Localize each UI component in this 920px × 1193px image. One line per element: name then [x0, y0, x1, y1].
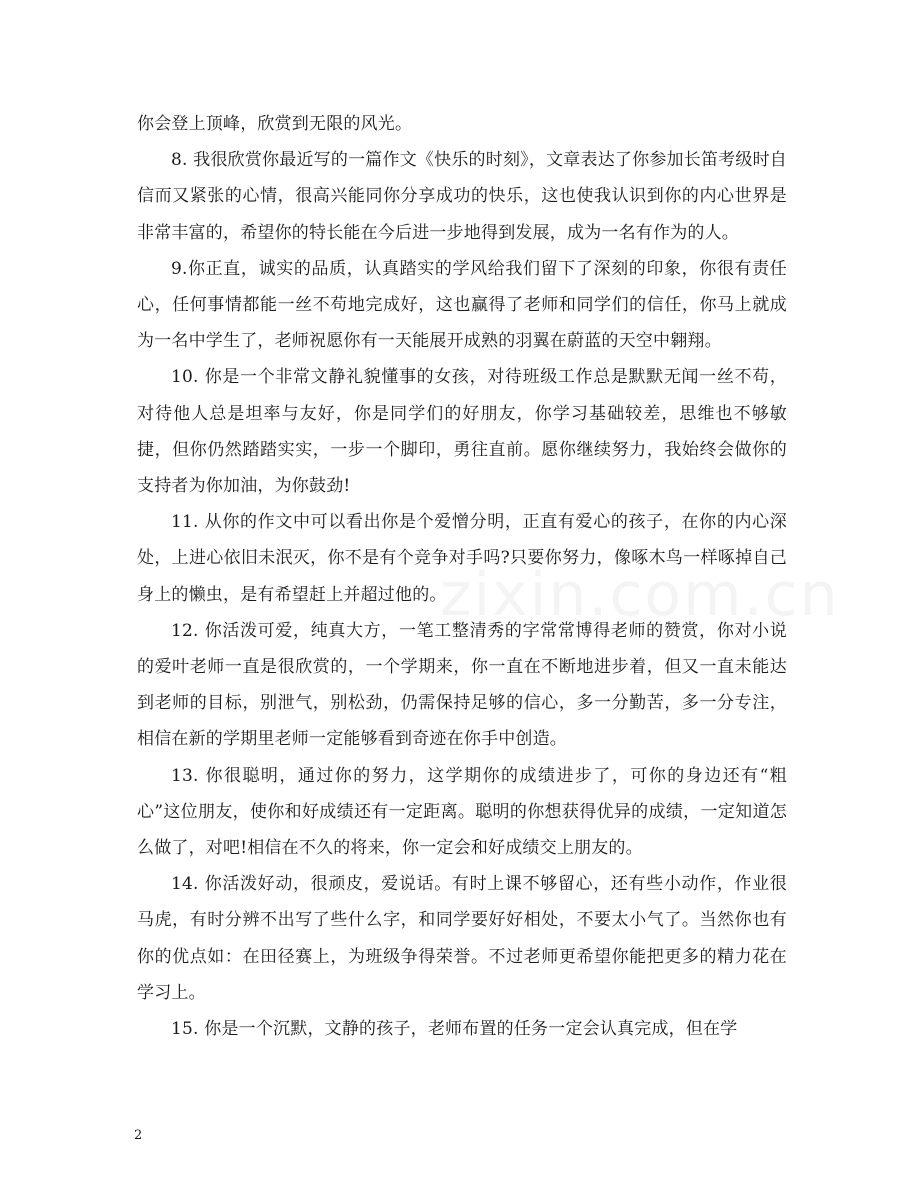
paragraph-item-8: 8. 我很欣赏你最近写的一篇作文《快乐的时刻》，文章表达了你参加长笛考级时自信而又紧张的心情，很高兴能同你分享成功的快乐，这也使我认识到你的内心世界是非常丰富的，希望你的特长能在今后进一步地得到发展，成为一名有作为的人。 — [137, 150, 787, 243]
paragraph-item-11: 11. 从你的作文中可以看出你是个爱憎分明，正直有爱心的孩子，在你的内心深处，上进心依旧未泯灭，你不是有个竞争对手吗?只要你努力，像啄木鸟一样啄掉自己身上的懒虫，是有希望赶上并超过他的。 — [137, 512, 787, 605]
paragraph-item-14: 14. 你活泼好动，很顽皮，爱说话。有时上课不够留心，还有些小动作，作业很马虎，有时分辨不出写了些什么字，和同学要好好相处，不要太小气了。当然你也有你的优点如：在田径赛上，为班级争得荣誉。不过老师更希望你能把更多的精力花在学习上。 — [137, 874, 787, 1003]
paragraph-item-12: 12. 你活泼可爱，纯真大方，一笔工整清秀的字常常博得老师的赞赏，你对小说的爱叶老师一直是很欣赏的，一个学期来，你一直在不断地进步着，但又一直未能达到老师的目标，别泄气，别松劲，仍需保持足够的信心，多一分勤苦，多一分专注，相信在新的学期里老师一定能够看到奇迹在你手中创造。 — [137, 620, 787, 750]
paragraph-item-10: 10. 你是一个非常文静礼貌懂事的女孩，对待班级工作总是默默无闻一丝不苟，对待他人总是坦率与友好，你是同学们的好朋友，你学习基础较差，思维也不够敏捷，但你仍然踏踏实实，一步一个脚印，勇往直前。愿你继续努力，我始终会做你的支持者为你加油，为你鼓劲! — [137, 367, 787, 497]
paragraph-item-13: 13. 你很聪明，通过你的努力，这学期你的成绩进步了，可你的身边还有“粗心”这位朋友，使你和好成绩还有一定距离。聪明的你想获得优异的成绩，一定知道怎么做了，对吧!相信在不久的将来，你一定会和好成绩交上朋友的。 — [137, 765, 787, 859]
paragraph-item-9: 9.你正直，诚实的品质，认真踏实的学风给我们留下了深刻的印象，你很有责任心，任何事情都能一丝不苟地完成好，这也赢得了老师和同学们的信任，你马上就成为一名中学生了，老师祝愿你有一天能展开成熟的羽翼在蔚蓝的天空中翱翔。 — [137, 258, 787, 352]
paragraph-item-15: 15. 你是一个沉默，文静的孩子，老师布置的任务一定会认真完成，但在学 — [171, 1019, 738, 1040]
watermark: zixin.com.cn — [440, 560, 840, 630]
page-number: 2 — [134, 1128, 143, 1143]
paragraph-continuation: 你会登上顶峰，欣赏到无限的风光。 — [137, 114, 413, 134]
document-body — [137, 106, 787, 1047]
